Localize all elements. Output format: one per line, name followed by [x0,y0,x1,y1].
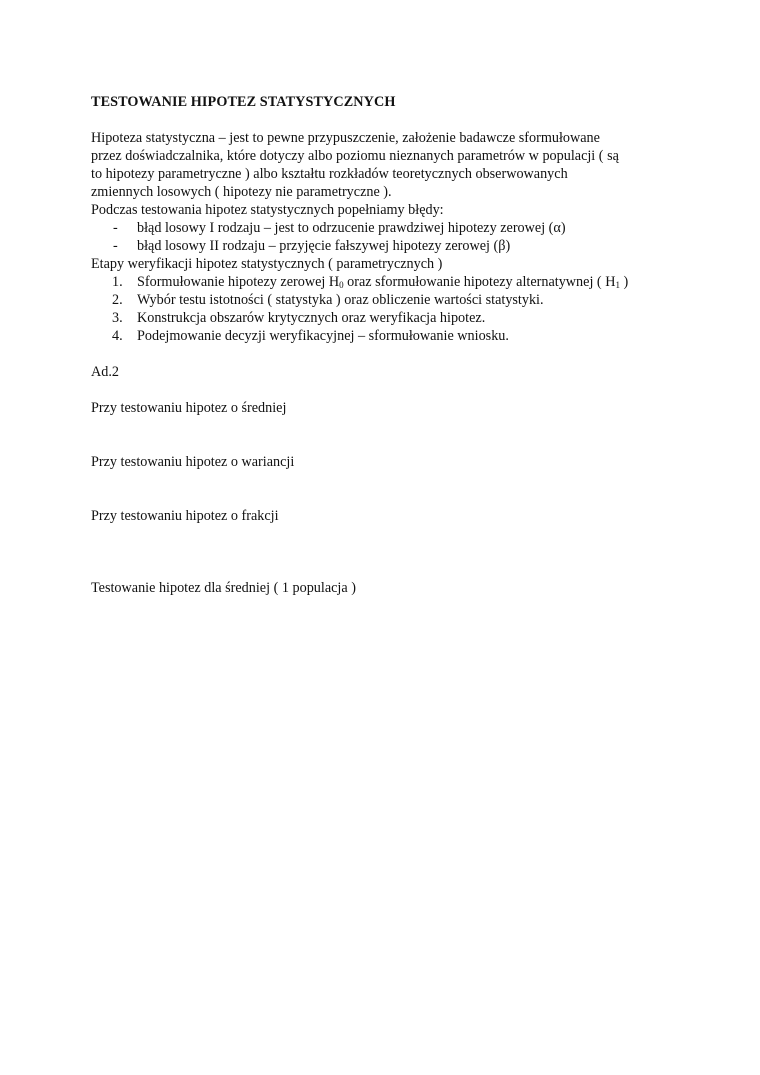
list-marker: 4. [112,328,123,344]
list-item-text: błąd losowy II rodzaju – przyjęcie fałszywej hipotezy zerowej (β) [137,238,511,254]
definition-line-4: zmiennych losowych ( hipotezy nie parametryczne ). [91,184,392,200]
list-marker: 1. [112,274,123,290]
definition-line-2: przez doświadczalnika, które dotyczy albo poziomu nieznanych parametrów w populacji ( są [91,148,619,164]
list-marker: 2. [112,292,123,308]
definition-paragraph [91,129,691,201]
definition-line-3: to hipotezy parametryczne ) albo kształtu rozkładów teoretycznych obserwowanych [91,166,568,182]
list-item-text: Podejmowanie decyzji weryfikacyjnej – sformułowanie wniosku. [137,328,509,344]
list-item [91,219,691,237]
steps-list [91,273,691,345]
spacer [91,525,691,579]
list-item [91,327,691,345]
spacer [91,417,691,453]
errors-list [91,219,691,255]
step-text-middle: oraz sformułowanie hipotezy alternatywnej ( H [343,274,616,290]
ad2-heading: Ad.2 [91,364,119,380]
document-content [91,93,691,597]
list-item-text: Wybór testu istotności ( statystyka ) oraz obliczenie wartości statystyki. [137,292,544,308]
variance-hypothesis-line: Przy testowaniu hipotez o wariancji [91,454,295,470]
step-text-after: ) [619,274,629,290]
list-item [91,309,691,327]
list-item-text: błąd losowy I rodzaju – jest to odrzucenie prawdziwej hipotezy zerowej (α) [137,220,566,236]
fraction-hypothesis-line: Przy testowaniu hipotez o frakcji [91,508,279,524]
spacer [91,471,691,507]
definition-line-1: Hipoteza statystyczna – jest to pewne przypuszczenie, założenie badawcze sformułowane [91,130,600,146]
document-title: TESTOWANIE HIPOTEZ STATYSTYCZNYCH [91,94,396,110]
list-item-text: Konstrukcja obszarów krytycznych oraz weryfikacja hipotez. [137,310,486,326]
mean-test-line: Testowanie hipotez dla średniej ( 1 populacja ) [91,580,356,596]
list-item [91,291,691,309]
list-item [91,237,691,255]
list-marker: 3. [112,310,123,326]
spacer [91,345,691,363]
list-item-text [137,274,628,290]
list-item [91,273,691,291]
errors-intro: Podczas testowania hipotez statystycznych popełniamy błędy: [91,202,444,218]
subscript-one: 1 [615,280,620,290]
steps-intro: Etapy weryfikacji hipotez statystycznych ( parametrycznych ) [91,256,443,272]
mean-hypothesis-line: Przy testowaniu hipotez o średniej [91,400,287,416]
spacer [91,381,691,399]
step-text-before: Sformułowanie hipotezy zerowej H [137,274,340,290]
list-marker: - [113,220,118,236]
subscript-zero: 0 [339,280,344,290]
list-marker: - [113,238,118,254]
